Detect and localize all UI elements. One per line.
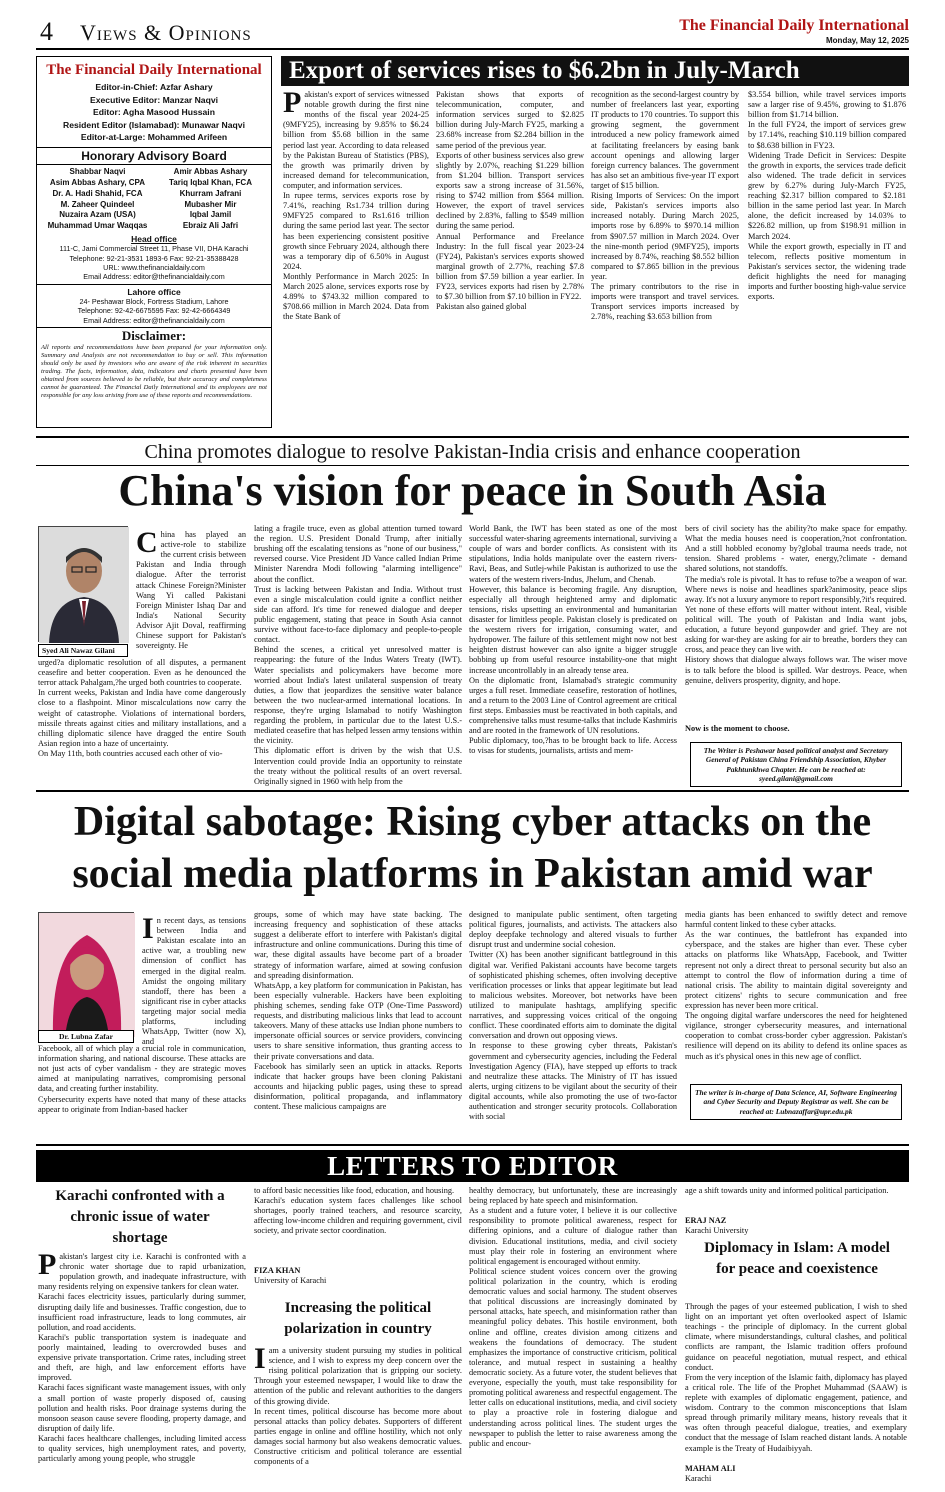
- author-photo-gilani: [38, 526, 128, 642]
- article1-col1: Pakistan's export of services witnessed notable growth during the first nine months of the fiscal year 2024-25 (9MFY25), increasing by 9.85% to $6.24 billion from $5.68 billion in the same period last year. According to data released by the Pakistan Bureau of Statistics (PBS), the growth was primarily driven by increased demand for telecommunication, computer, and information services. In rupee terms, services exports rose by 7.41%, reaching Rs1.734 trillion during 9MFY25 compared to Rs1.616 trillion during the same period last year. The sector has been experiencing consistent positive growth since February 2024, although there was a temporary dip of 6.50% in August 2024. Monthly Performance in March 2025: In March 2025 alone, services exports rose by 4.89% to $743.32 million compared to $708.66 million in March 2024. Data from the State Bank of: [283, 86, 429, 322]
- section-rule-2: [36, 790, 909, 792]
- disclaimer-title: Disclaimer:: [121, 328, 187, 344]
- letter2-sign-place: Karachi University: [685, 1226, 749, 1235]
- portrait-man-icon: [39, 527, 129, 643]
- board-member: Iqbal Jamil: [189, 210, 232, 220]
- board-member: Muhammad Umar Waqqas: [47, 221, 148, 231]
- letter1-title: Karachi confronted with a chronic issue of water shortage: [55, 1188, 225, 1246]
- board-member: Shabbar Naqvi: [69, 167, 126, 177]
- board-member: Tariq Iqbal Khan, FCA: [169, 177, 252, 187]
- page-number: 4: [40, 17, 53, 46]
- article3-col2: groups, some of which may have state backing. The increasing frequency and sophistication of these attacks suggest a deliberate effort to interfere with Pakistan's digital infrastructure and online communications. During this time of war, these digital assaults have become part of a broader strategy of information warfare, aimed at sowing confusion and spreading disinformation. WhatsApp, a key platform for communication in Pakistan, has been especially vulnerable. Hackers have been exploiting phishing schemes, sending fake OTP (One-Time Password) requests, and distributing malicious links that lead to account takeovers. Many of these attacks use Indian phone numbers to impersonate official sources or service providers, convincing users to share sensitive information, thus granting access to their private conversations and data. Facebook has similarly seen an uptick in attacks. Reports indicate that hacker groups have been cloning Pakistani accounts and hijacking public pages, using these to spread disinformation, political propaganda, and inflammatory content. These malicious campaigns are: [254, 910, 462, 1112]
- article3-bio: The writer is in-charge of Data Science, AI, Software Engineering and Cyber Security and Deputy Registrar as well. She can be reached at: Lubnazaffar@upr.edu.pk: [690, 1084, 902, 1120]
- letter3-body: Through the pages of your esteemed publication, I wish to shed light on an important yet often overlooked aspect of Islamic teachings - the principle of diplomacy. In the current global climate, where misunderstandings, cultural clashes, and political conflicts are rampant, the Islamic tradition offers profound guidance on peaceful negotiation, mutual respect, and ethical conduct. From the very inception of the Islamic faith, diplomacy has played a critical role. The life of the Prophet Muhammad (SAAW) is replete with examples of diplomatic engagement, patience, and wisdom. Contrary to the common misconceptions that Islam spread through primarily military means, history reveals that it was often through peaceful dialogue, treaties, and exemplary conduct that the message of Islam reached distant lands. A notable example is the Treaty of Hudaibiyyah.: [685, 1302, 907, 1453]
- header-paper-name: The Financial Daily International: [679, 17, 909, 34]
- portrait-woman-icon: [39, 913, 135, 1037]
- section-rule-3: [36, 1144, 909, 1146]
- editor-line: Editor-at-Large: Mohammed Arifeen: [80, 132, 228, 143]
- letter1-body: Pakistan's largest city i.e. Karachi is confronted with a chronic water shortage due to rapid urbanization, population growth, and inadequate infrastructure, with many residents relying on expensive tankers for clean water. Karachi faces electricity issues, particularly during summer, disrupting daily life and businesses. Traffic congestion, due to insufficient road infrastructure, leads to long commutes, air pollution, and road accidents. Karachi's public transportation system is inadequate and poorly maintained, leading to overcrowded buses and expensive private transportation. Crime rates, including street and theft, are high, and law enforcement efforts have improved. Karachi faces significant waste management issues, with only a small portion of waste properly disposed of, causing pollution and health risks. Poor drainage systems during the monsoon season cause severe flooding, property damage, and disruption of daily life. Karachi faces healthcare challenges, including limited access to quality services, high unemployment rates, and poverty, particularly among young people, who struggle: [38, 1248, 246, 1464]
- letter3-title: Diplomacy in Islam: A model for peace and coexistence: [704, 1240, 890, 1277]
- article3-headline-line2: social media platforms in Pakistan amid war: [72, 851, 873, 897]
- editor-line: Editor: Agha Masood Hussain: [93, 107, 215, 118]
- article3-headline-line1: Digital sabotage: Rising cyber attacks on the: [73, 799, 872, 845]
- masthead-editors: [37, 81, 271, 143]
- letter2-sign-name: ERAJ NAZ: [685, 1216, 727, 1225]
- article1-col4: $3.554 billion, while travel services imports saw a larger rise of 9.45%, growing to $1.876 billion from $1.714 billion. In the full FY24, the import of services grew by 17.14%, reaching $10.119 billion compared to $8.638 billion in FY23. Widening Trade Deficit in Services: Despite the growth in exports, the services trade deficit also widened. The trade deficit in services grew by 6.27% during July-March FY25, reaching $2.317 billion compared to $2.181 billion in the same period last year. In March alone, the deficit increased by 14.03% to $226.82 million, up from $198.91 million in March 2024. While the export growth, especially in IT and telecom, reflects positive momentum in Pakistan's services sector, the widening trade deficit highlights the need for managing imports and further boosting high-value service exports.: [748, 90, 906, 302]
- article1-headline: Export of services rises to $6.2bn in July-March: [281, 56, 909, 86]
- letter2-body: Iam a university student pursuing my studies in political science, and I wish to express my deep concern over the rising political polarization that is gripping our society. Through your esteemed newspaper, I would like to draw the attention of the public and relevant authorities to the dangers of this growing divide. In recent times, political discourse has become more about personal attacks than policy debates. Supporters of different parties engage in online and offline hostility, which not only damages social harmony but also weakens democratic values. Constructive criticism and political tolerance are essential components of a: [254, 1342, 462, 1467]
- letter2-continued: healthy democracy, but unfortunately, these are increasingly being replaced by hate speech and misinformation. As a student and a future voter, I believe it is our collective responsibility to promote political awareness, respect for differing opinions, and a culture of dialogue rather than division. Educational institutions, media, and civil society must play their role in fostering an environment where political engagement is encouraged without enmity. Political science student voices concern over the growing political polarization in the country, which is eroding democratic values and social harmony. The student observes that political discussions are increasingly dominated by personal attacks, hate speech, and misinformation rather than meaningful policy debates. This hostile environment, both online and offline, creates division among citizens and weakens the foundations of democracy. The student emphasizes the importance of constructive criticism, political tolerance, and mutual respect in sustaining a healthy democratic society. As a future voter, the student believes that everyone, especially the youth, must take responsibility for promoting political awareness and respectful engagement. The letter calls on educational institutions, media, and civil society to play a proactive role in fostering dialogue and understanding across political lines. The student urges the newspaper to publish the letter to raise awareness among the public and encour-: [469, 1186, 677, 1448]
- board-member: Ebraiz Ali Jafri: [182, 221, 239, 231]
- article2-col2: lating a fragile truce, even as global attention turned toward the region. U.S. President Donald Trump, after initially brushing off the escalating tensions as "none of our business," reversed course. Vice President JD Vance called Indian Prime Minister Narendra Modi following "alarming intelligence" about the conflict. Trust is lacking between Pakistan and India. Without trust even a single miscalculation could ignite a conflict neither side can afford. It's time for renewed dialogue and deeper public engagement, stating that peace in South Asia cannot survive without face-to-face diplomacy and people-to-people contact. Behind the scenes, a critical yet unresolved matter is reappearing: the future of the Indus Waters Treaty (IWT). Water specialists and policymakers have become more worried about India's latest unilateral suspension of treaty duties, a flow that jeopardizes the sensitive water balance between the two nuclear-armed international locations. In response, they're urging Islamabad to notify Washington regarding the problem, in particular due to the latest U.S.-mediated ceasefire that has helped lessen army tensions within the vicinity. This diplomatic effort is driven by the wish that U.S. Intervention could provide India an opportunity to reinstate the treaty without the political results of an overt reversal. Originally signed in 1960 with help from the: [254, 524, 462, 786]
- board-member: Mubasher Mir: [184, 199, 237, 209]
- article2-closing: Now is the moment to choose.: [685, 724, 790, 733]
- section-title: Views & Opinions: [80, 20, 252, 45]
- author-photo-zafar: [38, 912, 134, 1036]
- letter2-title: Increasing the political polarization in country: [284, 1300, 432, 1337]
- letter3-sign-place: Karachi: [685, 1474, 712, 1483]
- board-member: Nuzaira Azam (USA): [59, 210, 136, 220]
- article2-col3: World Bank, the IWT has been stated as one of the most successful water-sharing agreements international, surviving a couple of wars and border conflicts. As consistent with its stipulations, India holds manipulate over the eastern rivers-Ravi, Beas, and Sutlej-while Pakistan is authorized to use the waters of the western rivers-Indus, Jhelum, and Chenab. However, this balance is becoming fragile. Any disruption, especially all through heightened army and diplomatic tensions, risks upsetting an environmental and humanitarian disaster for limitless people. Pakistan closely is predicated on the western rivers for irrigation, consuming water, and hydropower. The failure of this settlement might now not best heighten distrust however can also ignite a bigger struggle bobbing up from useful resource instability-one that might increase uncontrollably in an already tense area. On the diplomatic front, Islamabad's strategic community urges a full reset. Immediate ceasefire, restoration of hotlines, and a return to the 2003 Line of Control agreement are critical first steps. Embassies must be reactivated in both capitals, and comprehensive talks must resume-talks that include Kashmiris and are rooted in the framework of UN resolutions. Public diplomacy, too,?has to be brought back to life. Access to visas for students, journalists, artists and mem-: [469, 524, 677, 756]
- head-office-details: 111-C, Jami Commercial Street 11, Phase VII, DHA Karachi Telephone: 92-21-3531 1893-6 Fax: 92-21-35388428 URL: www.thefinancialdaily.com Email Address: editor@thefinancialdaily.com: [37, 244, 271, 284]
- article3-col4: media giants has been enhanced to swiftly detect and remove harmful content linked to these cyber attacks. As the war continues, the battlefront has expanded into cyberspace, and the stakes are higher than ever. These cyber attacks on platforms like WhatsApp, Facebook, and Twitter represent not only a direct threat to personal security but also an attempt to control the flow of information during a time of national crisis. The ability to maintain digital sovereignty and protect citizens' rights to secure communication and free expression has never been more critical. The ongoing digital warfare underscores the need for heightened vigilance, stronger cybersecurity measures, and international cooperation to combat cross-border cyber aggression. Pakistan's resilience will depend on its ability to defend its online spaces as much as it's physical ones in this new age of conflict.: [685, 910, 907, 1061]
- editor-line: Editor-in-Chief: Azfar Ashary: [95, 82, 213, 93]
- article2-kicker: China promotes dialogue to resolve Pakistan-India crisis and enhance cooperation: [144, 441, 801, 463]
- masthead-box: [36, 56, 272, 428]
- advisory-board-list: [37, 165, 271, 234]
- disclaimer-text: All reports and recommendations have been prepared for your information only. Summary and Analysis are not recommendation to buy or sell. This information should only be used by investors who are aware of the risk inherent in securities trading. The facts, information, data, indicators and charts presented have been obtained from sources believed to be reliable, but their accuracy and completeness cannot be guaranteed. The Financial Daily International and its employees are not responsible for any loss arising from use of these reports and recommendations.: [41, 344, 267, 400]
- article2-headline: China's vision for peace in South Asia: [118, 466, 827, 515]
- article3-col1-intro: In recent days, as tensions between India and Pakistan escalate into an active war, a troubling new dimension of conflict has emerged in the digital realm. Amidst the ongoing military standoff, there has been a significant rise in cyber attacks targeting major social media platforms, including WhatsApp, Twitter (now X), and: [142, 912, 246, 1047]
- letter2-continued-2: age a shift towards unity and informed political participation.: [685, 1186, 889, 1195]
- letter1-continued: to afford basic necessities like food, education, and housing. Karachi's education system faces challenges like school shortages, poorly trained teachers, and resource scarcity, affecting low-income children and requiring government, civil society, and private sector coordination.: [254, 1186, 462, 1236]
- masthead-paper-name: The Financial Daily International: [46, 62, 262, 78]
- editor-line: Executive Editor: Manzar Naqvi: [90, 94, 218, 105]
- article2-col1-intro: China has played an active-role to stabilize the current crisis between Pakistan and India through dialogue. After the terrorist attack Chinese Foreign?Minister Wang Yi called Pakistani Foreign Minister Ishaq Dar and India's National Security Advisor Ajit Doval, reaffirming Chinese support for Pakistan's sovereignty. He: [136, 526, 246, 651]
- board-member: Amir Abbas Ashary: [173, 167, 248, 177]
- header-date: Monday, May 12, 2025: [826, 36, 909, 45]
- advisory-board-title: Honorary Advisory Board: [37, 147, 271, 166]
- letters-banner: LETTERS TO EDITOR: [36, 1150, 909, 1182]
- article1-col3: recognition as the second-largest country by number of freelancers last year, exporting IT products to 170 countries. To support this growing segment, the government introduced a new policy framework aimed at facilitating freelancers by easing bank account openings and allowing larger foreign currency balances. The government has also set an ambitious five-year IT export target of $15 billion. Rising Imports of Services: On the import side, Pakistan's services imports also increased notably. During March 2025, imports rose by 6.89% to $970.14 million from $907.57 million in March 2024. Over the nine-month period (9MFY25), imports increased by 8.74%, reaching $8.552 billion compared to $7.865 billion in the previous year. The primary contributors to the rise in imports were transport and travel services. Transport services imports increased by 2.78%, reaching $3.653 billion from: [591, 90, 739, 322]
- article2-col1-rest: urged?a diplomatic resolution of all disputes, a permanent ceasefire and better cooperation. Even as he denounced the terror attack Pahalgam,?he urged both countries to cooperate. In current weeks, Pakistan and India have come dangerously close to a flashpoint. Minor miscalculations now carry the weight of catastrophe. Violations of international borders, missile threats against cities and military installations, and a chilling diplomatic silence have dragged the entire South Asian region into a haze of uncertainty. On May 11th, both countries accused each other of vio-: [38, 658, 246, 758]
- header-rule: [36, 48, 909, 50]
- letter1-sign-place: University of Karachi: [254, 1276, 327, 1285]
- author-caption-zafar: Dr. Lubna Zafar: [38, 1030, 134, 1043]
- article2-col4: bers of civil society has the ability?to make space for empathy. What the media houses need is cooperation,?not confrontation. And a still hobbled economy by?global trauma needs trade, not tension. Shared problems - water, energy,?climate - demand shared solutions, not standoffs. The media's role is pivotal. It has to refuse to?be a weapon of war. Where news is noise and headlines spark?animosity, peace slips away. It's not a luxury anymore to report responsibly,?it's required. Yet none of these efforts will matter without intent. Real, visible political will. The youth of Pakistan and India want jobs, education, a future beyond gunpowder and grief. They are not asking for war-they are asking for air to breathe, borders they can cross, and peace they can live with. History shows that dialogue always follows war. The wiser move is to talk before the blood is spilled. War destroys. Peace, when genuine, delivers prosperity, dignity, and hope.: [685, 524, 907, 685]
- head-office-title: Head office: [131, 233, 177, 244]
- section-rule-1: [36, 436, 909, 438]
- board-member: M. Zaheer Quindeel: [60, 199, 135, 209]
- article3-col1-rest: Facebook, all of which play a crucial role in communication, information sharing, and national discourse. These attacks are not just acts of cyber vandalism - they are strategic moves aimed at manipulating narratives, compromising personal data, and creating further instability. Cybersecurity experts have noted that many of these attacks appear to originate from Indian-based hacker: [38, 1044, 246, 1114]
- lahore-office-title: Lahore office: [127, 286, 181, 297]
- letter3-sign-name: MAHAM ALI: [685, 1464, 736, 1473]
- article3-col3: designed to manipulate public sentiment, often targeting political figures, journalists, and activists. The attackers also deploy deepfake technology and altered visuals to further disrupt trust and undermine social cohesion. Twitter (X) has been another significant battleground in this digital war. Verified Pakistani accounts have become targets of sophisticated phishing schemes, often involving deceptive verification processes or links that appear legitimate but lead to malicious websites. Moreover, bot networks have been utilized to manipulate hashtags, amplifying specific narratives, and suppressing voices critical of the ongoing conflict. These coordinated efforts aim to dominate the digital conversation and drown out opposing views. In response to these growing cyber threats, Pakistan's government and cybersecurity agencies, including the Federal Investigation Agency (FIA), have stepped up efforts to track and neutralize these attacks. The Ministry of IT has issued alerts, urging citizens to be vigilant about the security of their digital accounts, while also promoting the use of two-factor authentication and stronger security protocols. Collaboration with social: [469, 910, 677, 1122]
- letter1-sign-name: FIZA KHAN: [254, 1266, 301, 1275]
- author-caption-gilani: Syed Ali Nawaz Gilani: [38, 644, 128, 657]
- article2-bio: The Writer is Peshawar based political analyst and Secretary General of Pakistan China Friendship Association, Khyber Pakhtunkhwa Chapter. He can be reached at: syeed.gilani@gmail.com: [690, 742, 902, 787]
- lahore-office-details: 24- Peshawar Block, Fortress Stadium, Lahore Telephone: 92-42-6675595 Fax: 92-42-6664349 Email Address: editor@thefinancialdaily.com: [37, 297, 271, 328]
- board-member: Asim Abbas Ashary, CPA: [49, 177, 146, 187]
- article1-col2: Pakistan shows that exports of telecommunication, computer, and information services surged to $2.825 billion during July-March FY25, marking a 23.68% increase from $2.284 billion in the same period of the previous year. Exports of other business services also grew slightly by 2.07%, reaching $1.229 billion from $1.204 billion. Transport services exports saw a strong increase of 31.56%, rising to $742 million from $564 million. However, the export of travel services declined by 2.83%, falling to $549 million during the same period. Annual Performance and Freelance Industry: In the full fiscal year 2023-24 (FY24), Pakistan's services exports showed marginal growth of 2.77%, reaching $7.8 billion from $7.59 billion a year earlier. In FY23, services exports had risen by 2.78% to $7.30 billion from $7.10 billion in FY22. Pakistan also gained global: [436, 90, 584, 312]
- board-member: Khurram Jafrani: [179, 188, 242, 198]
- editor-line: Resident Editor (Islamabad): Munawar Naqvi: [63, 119, 245, 130]
- board-member: Dr. A. Hadi Shahid, FCA: [52, 188, 143, 198]
